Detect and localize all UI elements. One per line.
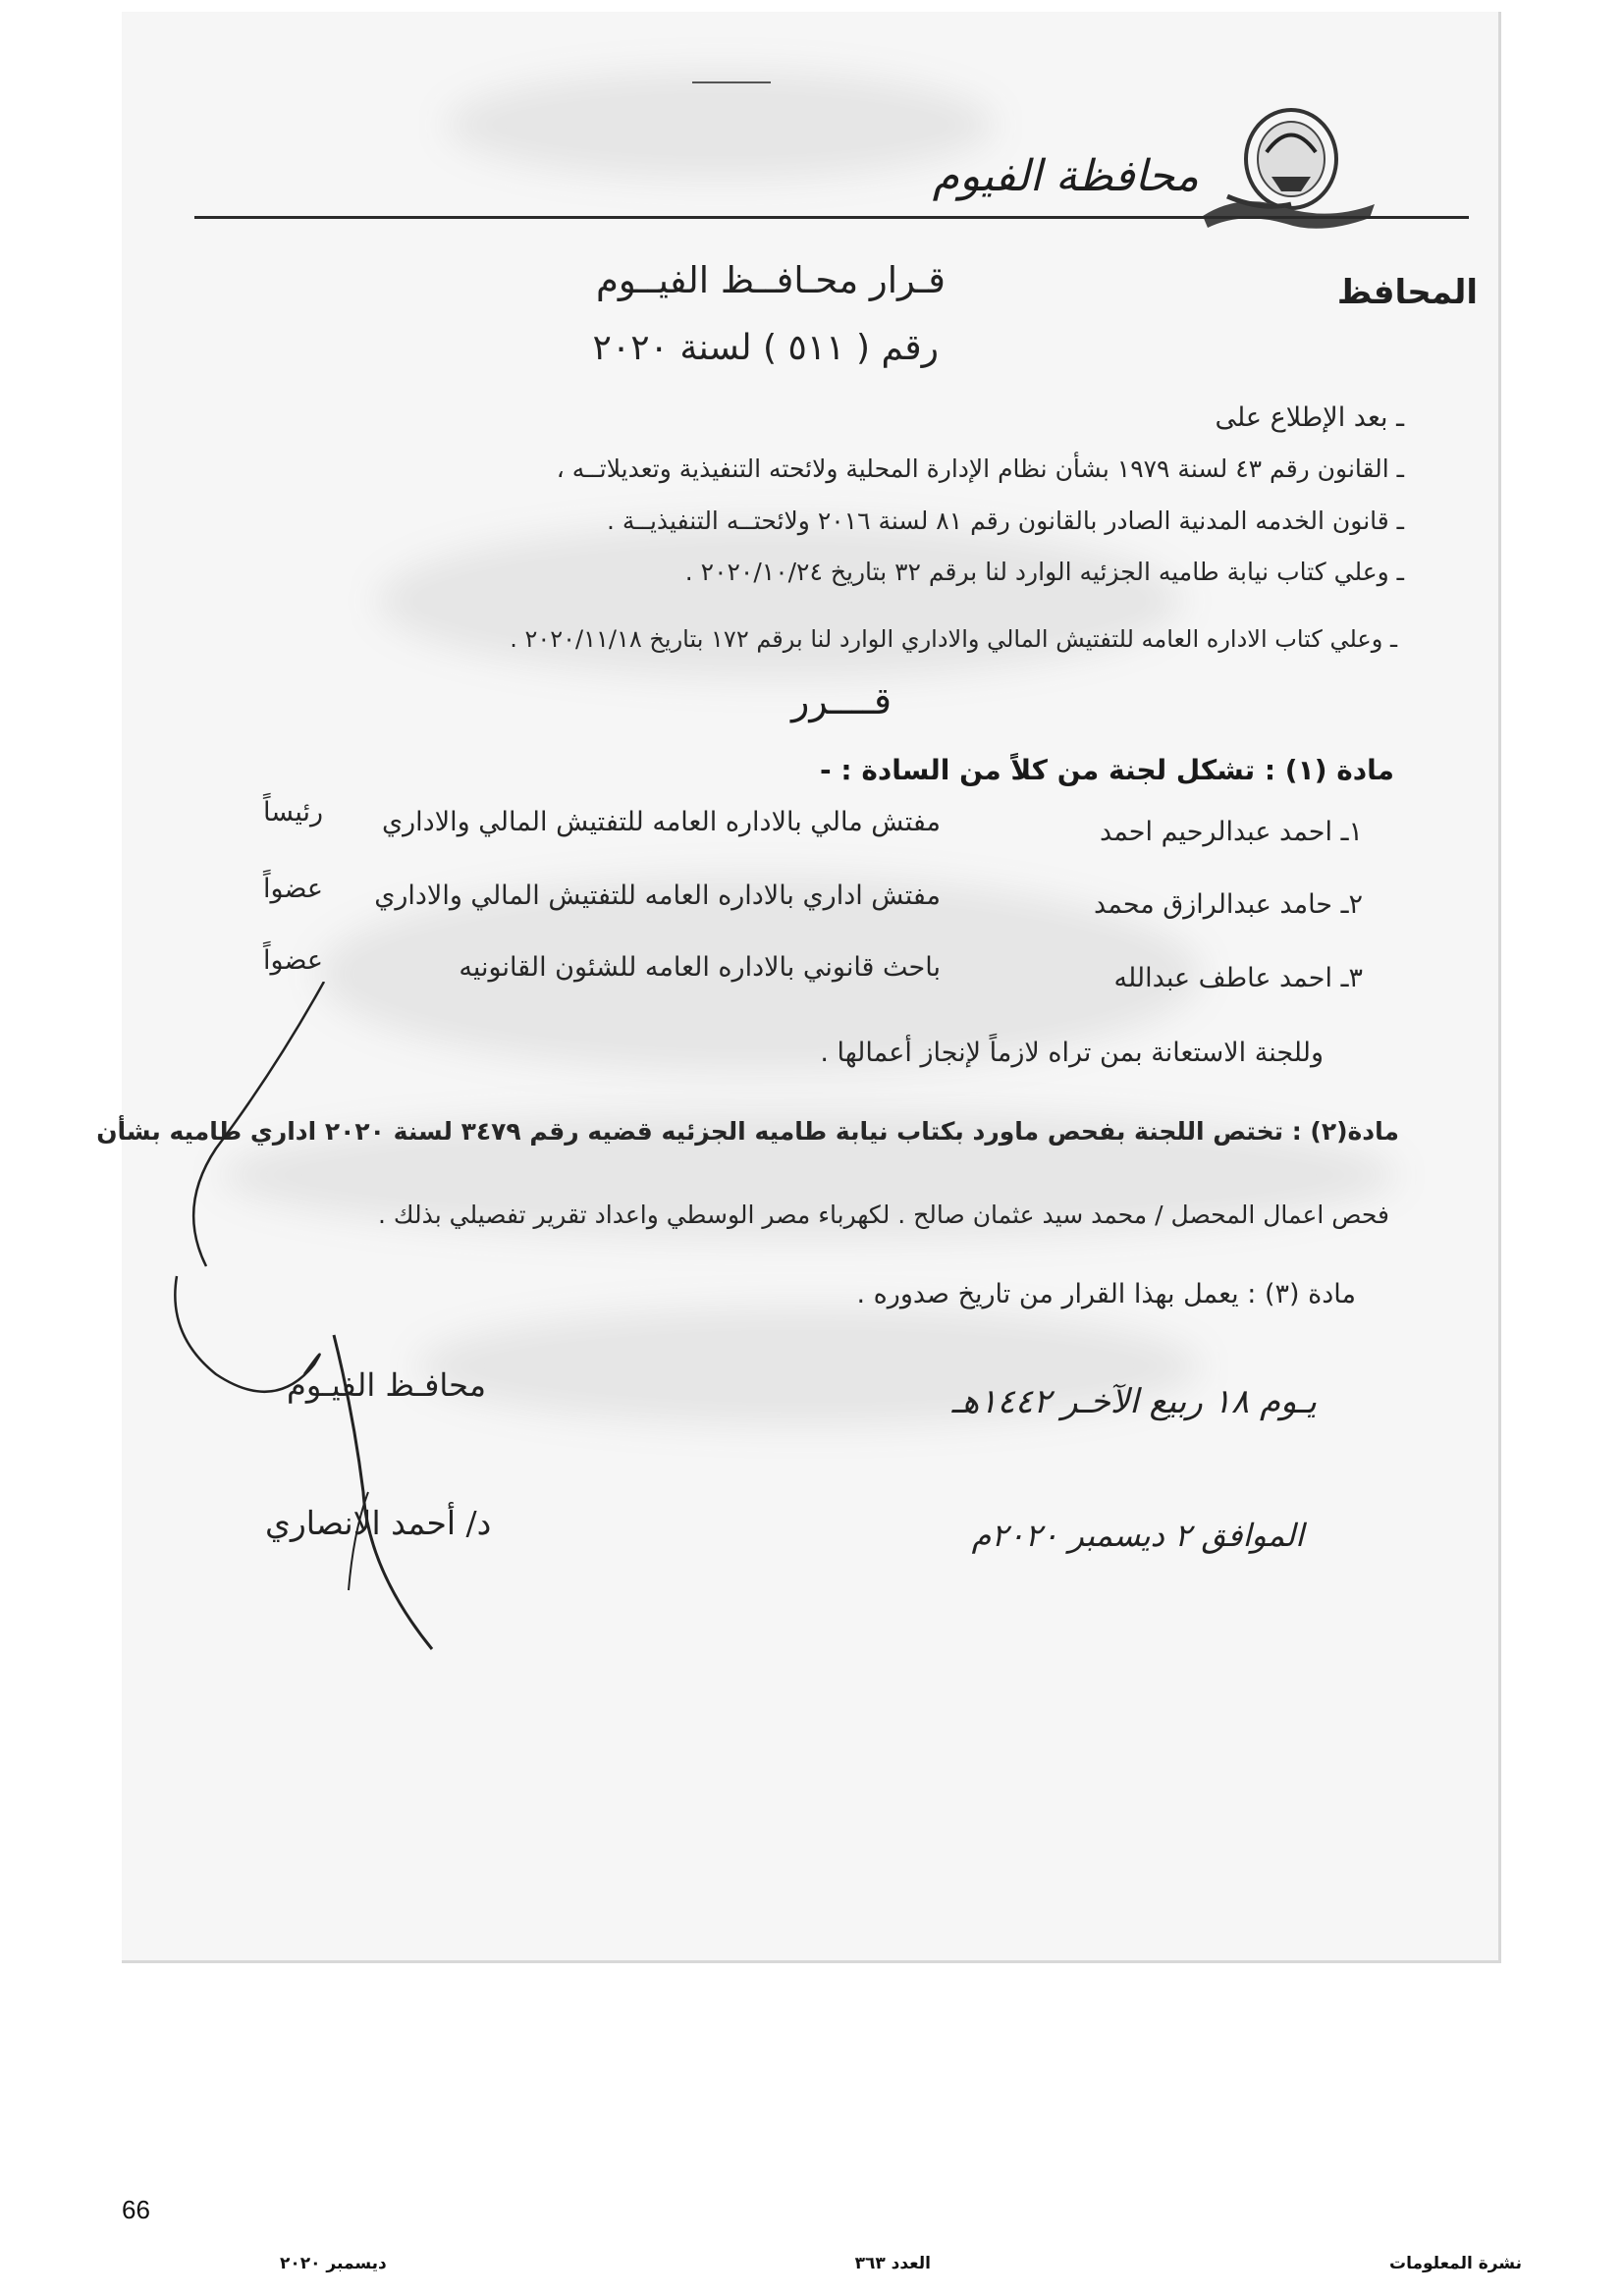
governorate-name: محافظة الفيوم (932, 151, 1199, 201)
footer-publication: نشرة المعلومات (1388, 2254, 1522, 2273)
member-name: ٣ـ احمد عاطف عبدالله (1113, 963, 1363, 993)
footer-issue: العدد ٣٦٣ (854, 2254, 931, 2273)
article-1-heading: مادة (١) : تشكل لجنة من كلاً من السادة : - (820, 754, 1394, 786)
member-name: ٢ـ حامد عبدالرازق محمد (1094, 889, 1363, 920)
decision-heading: قــــرر (790, 679, 892, 722)
top-dash-mark (692, 81, 771, 83)
article-2-text: مادة(٢) : تختص اللجنة بفحص ماورد بكتاب نيابة طاميه الجزئيه قضيه رقم ٣٤٧٩ لسنة ٢٠٢٠ اداري طاميه بشأن (96, 1117, 1399, 1146)
article-2-text: فحص اعمال المحصل / محمد سيد عثمان صالح . لكهرباء مصر الوسطي واعداد تقرير تفصيلي بذلك . (378, 1201, 1389, 1229)
governorate-seal-icon (1193, 98, 1380, 236)
member-position: باحث قانوني بالاداره العامه للشئون القانونيه (459, 952, 941, 983)
page-number: 66 (122, 2195, 150, 2224)
header-divider (194, 216, 1469, 219)
signature-title: محافـظ الفيـوم (287, 1366, 486, 1404)
article-3-text: مادة (٣) : يعمل بهذا القرار من تاريخ صدوره . (856, 1279, 1356, 1309)
decree-title: قـرار محـافــظ الفيــوم (595, 259, 946, 301)
scan-noise (377, 522, 1182, 679)
preamble-item: ـ قانون الخدمه المدنية الصادر بالقانون رقم ٨١ لسنة ٢٠١٦ ولائحتــه التنفيذيــة . (607, 507, 1404, 535)
footer-month: ديسمبر ٢٠٢٠ (280, 2254, 387, 2273)
article-1-note: وللجنة الاستعانة بمن تراه لازماً لإنجاز أعمالها . (820, 1038, 1324, 1068)
decree-number: رقم ( ٥١١ ) لسنة ٢٠٢٠ (592, 328, 939, 368)
member-position: مفتش اداري بالاداره العامه للتفتيش المالي والاداري (374, 881, 941, 911)
member-role: رئيساً (263, 797, 324, 828)
preamble-intro: ـ بعد الإطلاع على (1215, 402, 1404, 433)
member-role: عضواً (263, 874, 323, 904)
preamble-item: ـ وعلي كتاب الاداره العامه للتفتيش المالي والاداري الوارد لنا برقم ١٧٢ بتاريخ ٢٠٢٠/١١/١٨ . (510, 625, 1397, 653)
handwritten-signature-icon (157, 982, 452, 1659)
scan-noise (446, 71, 996, 179)
hijri-date: يـوم ١٨ ربيع الآخـر ١٤٤٢هـ (951, 1382, 1317, 1421)
member-position: مفتش مالي بالاداره العامه للتفتيش المالي والاداري (382, 807, 941, 837)
member-role: عضواً (263, 945, 323, 976)
signature-name: د/ أحمد الانصاري (265, 1504, 492, 1542)
gregorian-date: الموافق ٢ ديسمبر ٢٠٢٠م (971, 1517, 1304, 1554)
preamble-item: ـ القانون رقم ٤٣ لسنة ١٩٧٩ بشأن نظام الإدارة المحلية ولائحته التنفيذية وتعديلاتــه ، (556, 454, 1404, 483)
office-label: المحافظ (1336, 273, 1478, 312)
member-name: ١ـ احمد عبدالرحيم احمد (1100, 817, 1363, 847)
preamble-item: ـ وعلي كتاب نيابة طاميه الجزئيه الوارد لنا برقم ٣٢ بتاريخ ٢٠٢٠/١٠/٢٤ . (684, 558, 1404, 586)
